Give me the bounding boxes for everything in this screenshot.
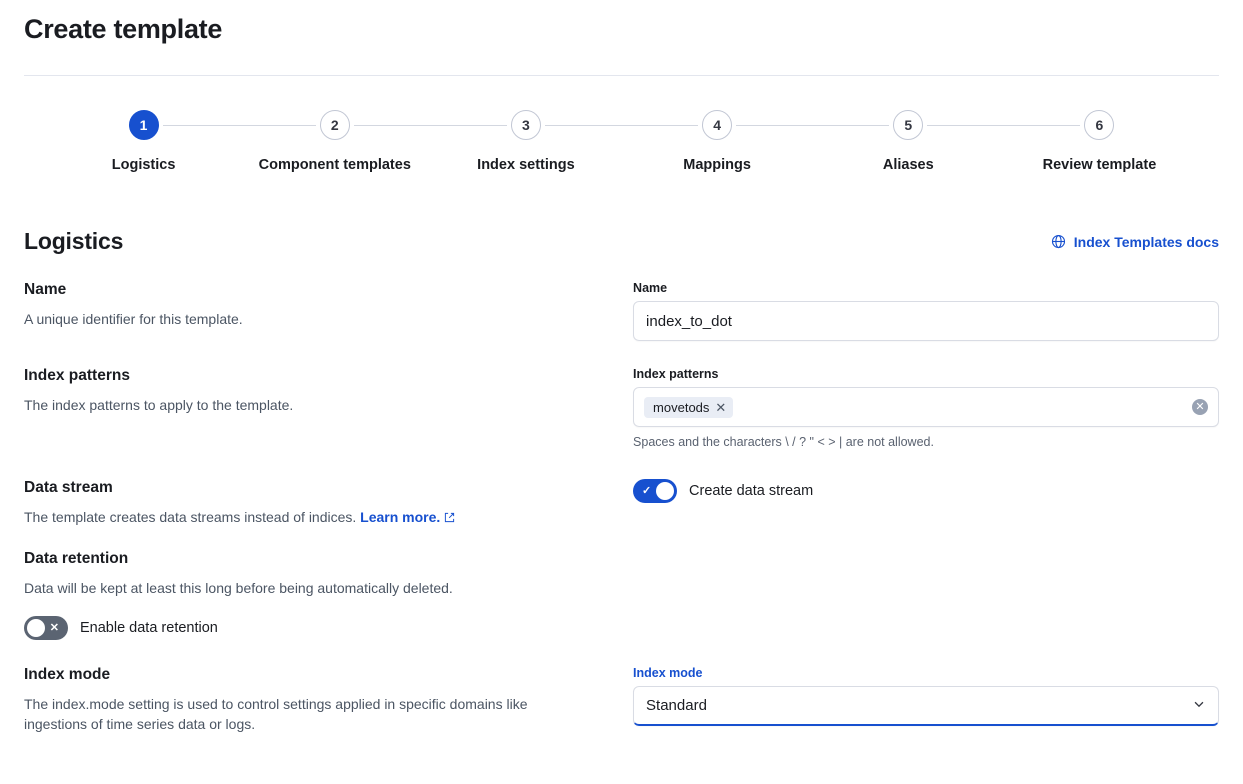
step-number: 3	[511, 110, 541, 140]
enable-data-retention-row	[24, 616, 593, 640]
row-data-retention	[24, 550, 1219, 640]
step-component-templates[interactable]	[239, 110, 430, 176]
step-mappings[interactable]	[622, 110, 813, 176]
row-index-patterns-control	[633, 367, 1219, 449]
index-mode-heading: Index mode	[24, 666, 111, 683]
row-name-description	[24, 281, 633, 341]
index-mode-description: The index.mode setting is used to control settings applied in specific domains like ingestions of time series data or logs.	[24, 696, 528, 732]
clear-circle-icon[interactable]: ✕	[1192, 399, 1208, 415]
row-index-mode-description	[24, 666, 633, 734]
name-heading: Name	[24, 281, 67, 298]
external-link-icon	[444, 508, 455, 528]
row-name	[24, 281, 1219, 341]
step-connector	[354, 125, 507, 126]
index-pattern-pill-label: movetods	[653, 399, 710, 415]
chevron-down-icon	[1192, 697, 1206, 715]
row-data-retention-description	[24, 550, 633, 640]
enable-data-retention-toggle[interactable]	[24, 616, 68, 640]
data-stream-learn-more-link[interactable]: Learn more.	[360, 509, 441, 525]
step-aliases[interactable]	[813, 110, 1004, 176]
data-stream-heading: Data stream	[24, 479, 113, 496]
toggle-knob	[27, 619, 45, 637]
row-index-mode	[24, 666, 1219, 734]
step-number: 5	[893, 110, 923, 140]
index-mode-selected-value: Standard	[646, 697, 707, 714]
name-description: A unique identifier for this template.	[24, 311, 243, 327]
wizard-stepper	[24, 110, 1219, 176]
data-retention-heading: Data retention	[24, 550, 129, 567]
page-title: Create template	[24, 14, 223, 44]
check-icon: ✓	[642, 485, 652, 497]
title-divider	[24, 75, 1219, 76]
index-templates-docs-link[interactable]	[1051, 234, 1219, 250]
row-name-control	[633, 281, 1219, 341]
name-field-label: Name	[633, 281, 668, 295]
create-data-stream-toggle[interactable]	[633, 479, 677, 503]
step-label: Component templates	[258, 157, 411, 173]
name-input[interactable]	[633, 301, 1219, 341]
step-label: Review template	[1042, 157, 1157, 173]
step-connector	[736, 125, 889, 126]
section-title: Logistics	[24, 228, 124, 254]
docs-link-label: Index Templates docs	[1073, 233, 1219, 250]
row-index-patterns	[24, 367, 1219, 449]
index-patterns-heading: Index patterns	[24, 367, 130, 384]
data-retention-description: Data will be kept at least this long before being automatically deleted.	[24, 580, 453, 596]
row-data-retention-control	[633, 550, 1219, 640]
globe-icon	[1051, 234, 1066, 249]
step-label: Mappings	[683, 157, 751, 173]
step-connector	[163, 125, 316, 126]
data-stream-description-text: The template creates data streams instead of indices.	[24, 509, 357, 525]
data-stream-description	[24, 507, 593, 528]
row-data-stream-control	[633, 479, 1219, 528]
section-header	[24, 228, 1219, 255]
step-review-template[interactable]	[1004, 110, 1195, 176]
step-number: 6	[1084, 110, 1114, 140]
step-number: 4	[702, 110, 732, 140]
step-number: 1	[129, 110, 159, 140]
create-data-stream-row	[633, 479, 1219, 503]
index-mode-select[interactable]	[633, 686, 1219, 726]
cross-icon: ✕	[49, 622, 59, 634]
step-logistics[interactable]	[48, 110, 239, 176]
step-label: Aliases	[882, 157, 934, 173]
step-connector	[545, 125, 698, 126]
index-patterns-help-text: Spaces and the characters \ / ? " < > | are not allowed.	[633, 435, 934, 449]
step-number: 2	[320, 110, 350, 140]
step-connector	[927, 125, 1080, 126]
toggle-knob	[656, 482, 674, 500]
index-mode-field-label: Index mode	[633, 666, 703, 680]
step-label: Logistics	[111, 157, 176, 173]
row-index-mode-control	[633, 666, 1219, 734]
row-data-stream-description	[24, 479, 633, 528]
step-label: Index settings	[477, 157, 575, 173]
index-pattern-pill[interactable]	[644, 397, 733, 418]
row-data-stream	[24, 479, 1219, 528]
create-data-stream-label: Create data stream	[689, 483, 814, 499]
index-patterns-description: The index patterns to apply to the template.	[24, 397, 294, 413]
close-icon[interactable]: ✕	[715, 399, 727, 415]
step-index-settings[interactable]	[430, 110, 621, 176]
index-patterns-field-label: Index patterns	[633, 367, 719, 381]
index-patterns-combobox[interactable]	[633, 387, 1219, 427]
enable-data-retention-label: Enable data retention	[80, 620, 218, 636]
row-index-patterns-description	[24, 367, 633, 449]
